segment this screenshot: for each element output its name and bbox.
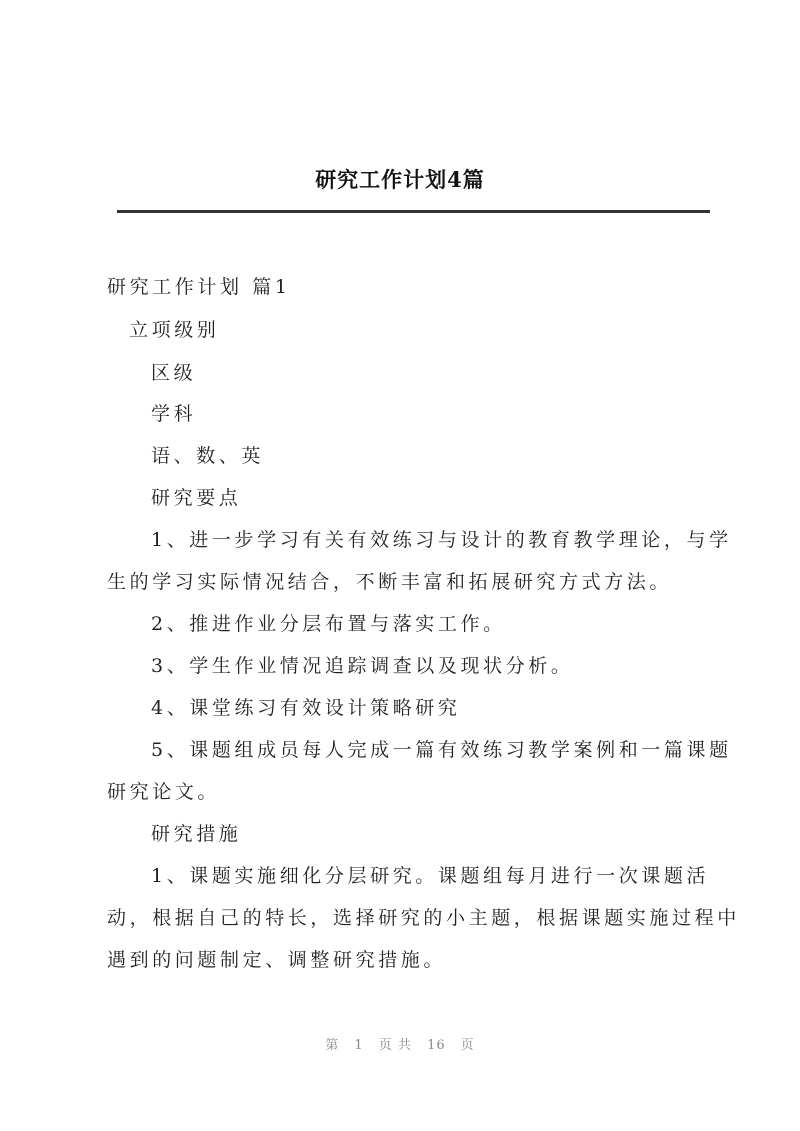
key-point-1-line-1: 1、进一步学习有关有效练习与设计的教育教学理论，与学 (151, 529, 732, 551)
footer-middle: 页 共 (378, 1038, 412, 1053)
section-heading: 研究工作计划 篇1 (107, 276, 291, 298)
key-point-4: 4、课堂练习有效设计策略研究 (151, 697, 461, 719)
title-divider (117, 210, 710, 213)
key-point-1-line-2: 生的学习实际情况结合，不断丰富和拓展研究方式方法。 (107, 571, 673, 593)
measure-1-line-2: 动，根据自己的特长，选择研究的小主题，根据课题实施过程中 (107, 907, 740, 929)
page-footer (0, 1034, 800, 1053)
footer-prefix: 第 (325, 1038, 340, 1053)
subject-label: 学科 (151, 403, 197, 425)
project-level-label: 立项级别 (129, 319, 220, 341)
current-page-number: 1 (354, 1038, 364, 1053)
key-point-5-line-2: 研究论文。 (107, 781, 221, 803)
subject-value: 语、数、英 (151, 445, 265, 467)
key-point-2: 2、推进作业分层布置与落实工作。 (151, 613, 506, 635)
measure-1-line-3: 遇到的问题制定、调整研究措施。 (107, 949, 447, 971)
measures-label: 研究措施 (151, 823, 242, 845)
key-point-3: 3、学生作业情况追踪调查以及现状分析。 (151, 655, 574, 677)
key-points-label: 研究要点 (151, 487, 242, 509)
key-point-5-line-1: 5、课题组成员每人完成一篇有效练习教学案例和一篇课题 (151, 739, 732, 761)
total-pages-number: 16 (427, 1038, 446, 1053)
document-title: 研究工作计划4篇 (315, 167, 485, 192)
project-level-value: 区级 (151, 362, 197, 384)
footer-suffix: 页 (460, 1038, 475, 1053)
measure-1-line-1: 1、课题实施细化分层研究。课题组每月进行一次课题活 (151, 865, 710, 887)
